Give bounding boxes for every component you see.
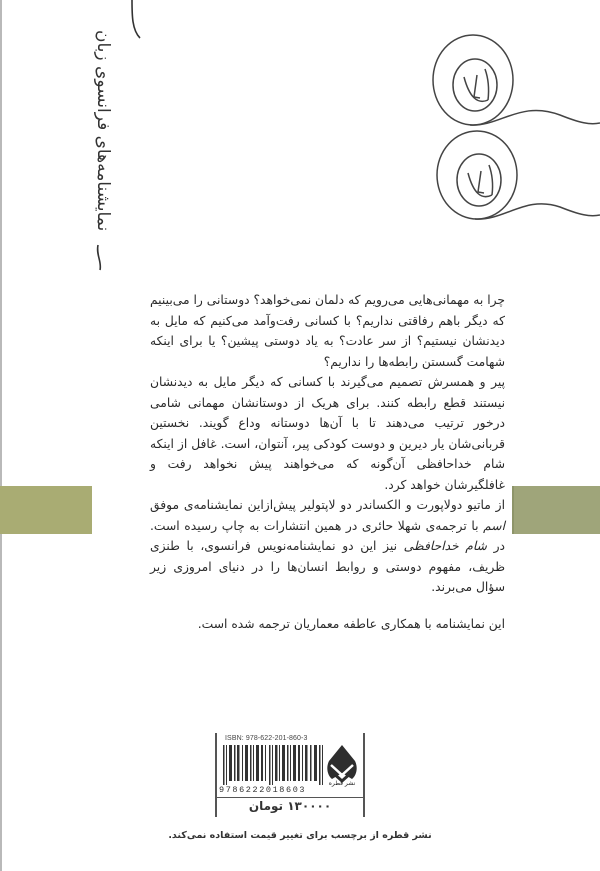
translator-credit: این نمایشنامه با همکاری عاطفه معماریان ترجمه شده است. [197, 616, 505, 631]
accent-band-right [512, 486, 600, 534]
blurb-text: با ترجمه‌ی شهلا حائری در همین انتشارات به چاپ رسیده است. در [150, 518, 506, 553]
cover-left-edge [0, 0, 2, 871]
barcode-digits: 9786222018603 [219, 785, 307, 795]
blurb-paragraph-1: چرا به مهمانی‌هایی می‌رویم که دلمان نمی‌خواهد؟ دوستانی را می‌بینیم که دیگر باهم رفاقتی نداریم؟ با کسانی رفت‌وآمد می‌کنیم که مایل به دیدنشان نیستیم؟ از سر عادت؟ به یاد دوستی پیشین؟ یا برای اینکه شهامت گسستن رابطه‌ها را نداریم؟ [150, 293, 505, 369]
accent-band-left [0, 486, 92, 534]
series-title-calligraphy [40, 0, 160, 280]
blurb-paragraph-2: پیر و همسرش تصمیم می‌گیرند با کسانی که دیگر مایل به دیدنشان نیستند قطع رابطه کنند. برای هریک از دوستانشان مهمانی شامی درخور ترتیب می‌دهند تا با آن‌ها دوستانه وداع گویند. نخستین قربانی‌شان یار دیرین و دوست کودکی پیر، آنتوان، است. غافل از اینکه شام خداحافظی آن‌گونه که می‌خواهند پیش نخواهد رفت و غافلگیرشان خواهد کرد. [150, 375, 505, 492]
barcode-price-box [215, 733, 365, 817]
play-title-farewell-dinner: شام خداحافظی [403, 539, 487, 553]
back-cover-blurb [150, 290, 505, 634]
isbn-label: ISBN: 978-622-201-860-3 [225, 735, 308, 742]
price-note: نشر قطره از برچسب برای تغییر قیمت استفاده نمی‌کند. [168, 830, 432, 841]
barcode-icon [223, 745, 323, 785]
blurb-text: نیز این دو نمایشنامه‌نویس فرانسوی، با طنزی ظریف، مفهوم دوستی و روابط انسان‌ها را در دنیای امروزی زیر سؤال می‌برند. [150, 539, 505, 594]
blurb-paragraph-3 [150, 495, 505, 598]
play-title-esm: اسم [483, 518, 505, 533]
publisher-name: نشر قطره [328, 780, 356, 787]
svg-text:نمایشنامه‌های فرانسوی زبان: نمایشنامه‌های فرانسوی زبان [93, 30, 113, 232]
divider [217, 797, 363, 798]
blurb-text: از ماتیو دولاپورت و الکساندر دو لاپتولیر پیش‌ازاین نمایشنامه‌ی موفق [150, 498, 505, 512]
two-faces-illustration [420, 25, 600, 225]
price-label: ۱۳۰۰۰۰ تومان [248, 799, 332, 813]
